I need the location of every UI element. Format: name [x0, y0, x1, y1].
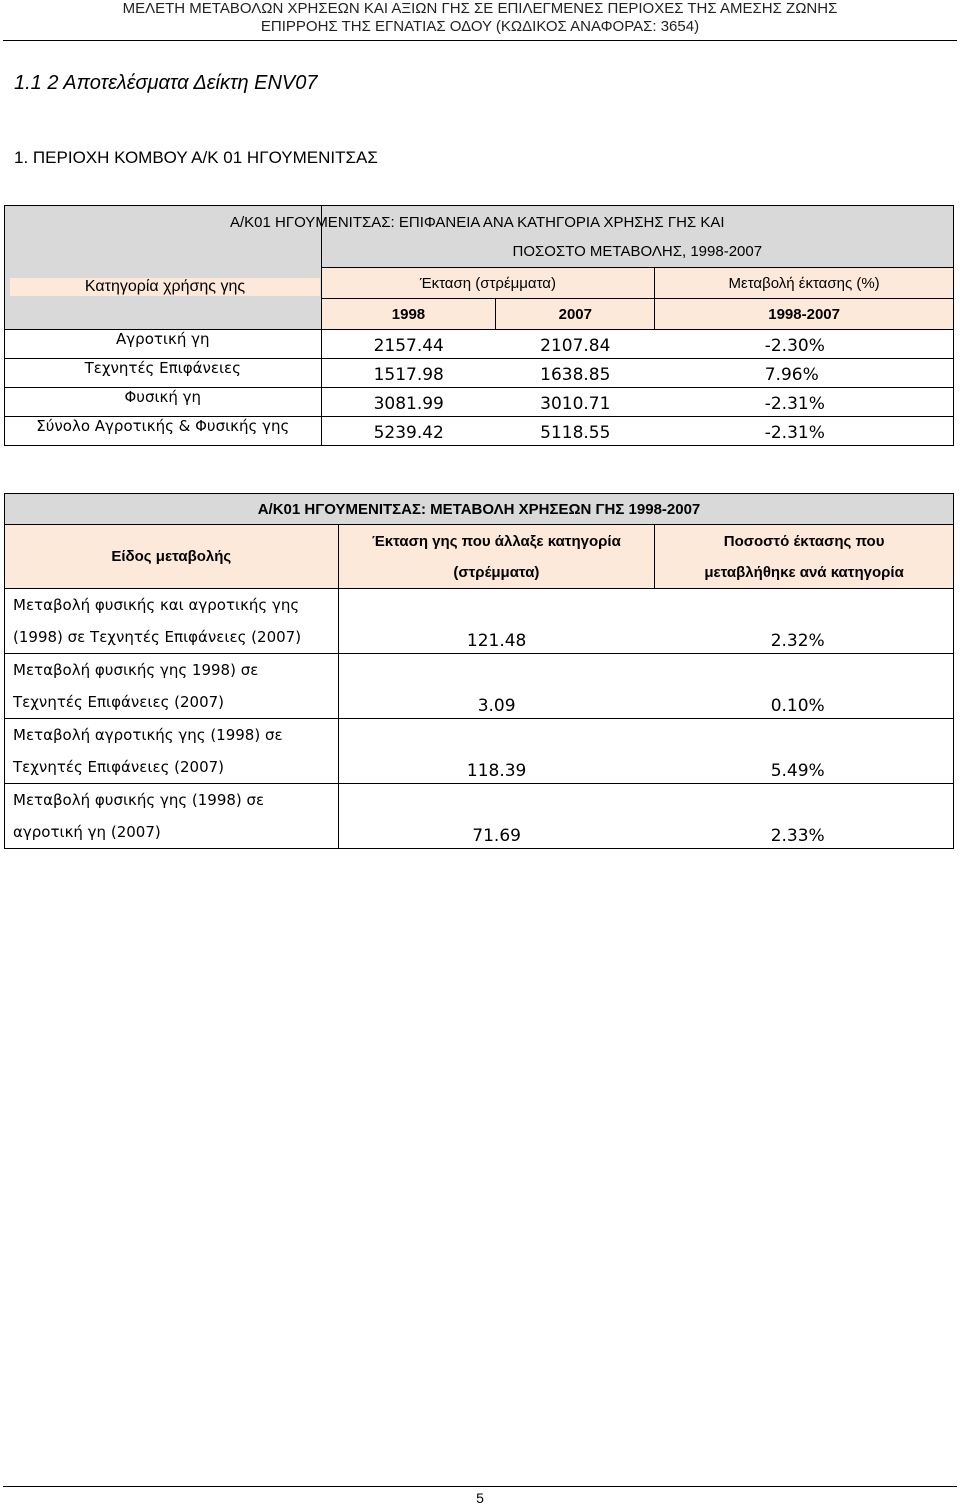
changed-area-value: 121.48: [338, 589, 655, 654]
value-2007: 1638.85: [496, 359, 655, 388]
section-title: 1.1 2 Αποτελέσματα Δείκτη ENV07: [14, 72, 318, 94]
change-type-line2: Τεχνητές Επιφάνειες (2007): [13, 693, 225, 711]
col-pct-header: [655, 525, 954, 589]
table-row: [5, 589, 954, 654]
col-changed-area-line1: Έκταση γης που άλλαξε κατηγορία: [371, 532, 621, 550]
value-1998: 3081.99: [321, 388, 496, 417]
period-header: 1998-2007: [655, 299, 954, 330]
changed-area-value: 3.09: [338, 654, 655, 719]
header-line-2: ΕΠΙΡΡΟΗΣ ΤΗΣ ΕΓΝΑΤΙΑΣ ΟΔΟΥ (ΚΩΔΙΚΟΣ ΑΝΑΦΟΡΑΣ: 3654): [260, 18, 700, 35]
col-pct-line2: μεταβλήθηκε ανά κατηγορία: [704, 563, 904, 581]
change-type-label: [5, 784, 339, 849]
change-type-line1: Μεταβολή φυσικής και αγροτικής γης: [13, 596, 300, 614]
changed-pct-value: 0.10%: [655, 654, 954, 719]
value-change: -2.31%: [655, 417, 954, 446]
header-line-1: ΜΕΛΕΤΗ ΜΕΤΑΒΟΛΩΝ ΧΡΗΣΕΩΝ ΚΑΙ ΑΞΙΩΝ ΓΗΣ ΣΕ ΕΠΙΛΕΓΜΕΝΕΣ ΠΕΡΙΟΧΕΣ ΤΗΣ ΑΜΕΣΗΣ ΖΩΝΗΣ: [122, 0, 838, 17]
col-area-header: Έκταση (στρέμματα): [321, 268, 655, 299]
table-row: [5, 330, 954, 359]
table-row: [5, 359, 954, 388]
changed-pct-value: 2.32%: [655, 589, 954, 654]
value-1998: 2157.44: [321, 330, 496, 359]
col-pct-line1: Ποσοστό έκτασης που: [723, 532, 885, 550]
col-changed-area-line2: (στρέμματα): [453, 563, 540, 581]
col-type-header: Είδος μεταβολής: [5, 525, 339, 589]
row-label: Σύνολο Αγροτικής & Φυσικής γης: [5, 417, 322, 446]
table-row: [5, 417, 954, 446]
land-use-change-table: [4, 493, 954, 849]
changed-area-value: 71.69: [338, 784, 655, 849]
page-number: 5: [476, 1490, 484, 1506]
year-2007-header: 2007: [496, 299, 655, 330]
table-row: [5, 784, 954, 849]
year-1998-header: 1998: [321, 299, 496, 330]
changed-area-value: 118.39: [338, 719, 655, 784]
row-label: Τεχνητές Επιφάνειες: [5, 359, 322, 388]
table1-title: [230, 206, 953, 268]
footer-divider: [3, 1486, 957, 1487]
header-divider: [3, 40, 957, 41]
value-2007: 3010.71: [496, 388, 655, 417]
change-type-line1: Μεταβολή φυσικής γης (1998) σε: [13, 791, 265, 809]
change-type-line2: Τεχνητές Επιφάνειες (2007): [13, 758, 225, 776]
change-type-line2: (1998) σε Τεχνητές Επιφάνειες (2007): [13, 628, 302, 646]
value-1998: 1517.98: [321, 359, 496, 388]
value-2007: 2107.84: [496, 330, 655, 359]
value-1998: 5239.42: [321, 417, 496, 446]
change-type-line1: Μεταβολή φυσικής γης 1998) σε: [13, 661, 259, 679]
value-change: 7.96%: [655, 359, 954, 388]
change-type-label: [5, 589, 339, 654]
change-type-line1: Μεταβολή αγροτικής γης (1998) σε: [13, 726, 283, 744]
change-type-label: [5, 719, 339, 784]
row-label: Φυσική γη: [5, 388, 322, 417]
table-row: [5, 654, 954, 719]
changed-pct-value: 2.33%: [655, 784, 954, 849]
page-header: [0, 0, 960, 36]
value-change: -2.30%: [655, 330, 954, 359]
col-change-header: Μεταβολή έκτασης (%): [655, 268, 954, 299]
row-label: Αγροτική γη: [5, 330, 322, 359]
table2-title: Α/Κ01 ΗΓΟΥΜΕΝΙΤΣΑΣ: ΜΕΤΑΒΟΛΗ ΧΡΗΣΕΩΝ ΓΗΣ 1998-2007: [5, 494, 954, 525]
table-row: [5, 719, 954, 784]
value-change: -2.31%: [655, 388, 954, 417]
col-category-header: Κατηγορία χρήσης γης: [10, 278, 320, 296]
table1-title-line1: Α/Κ01 ΗΓΟΥΜΕΝΙΤΣΑΣ: ΕΠΙΦΑΝΕΙΑ ΑΝΑ ΚΑΤΗΓΟΡΙΑ ΧΡΗΣΗΣ ΓΗΣ ΚΑΙ: [230, 214, 725, 231]
value-2007: 5118.55: [496, 417, 655, 446]
area-title: 1. ΠΕΡΙΟΧΗ ΚΟΜΒΟΥ Α/Κ 01 ΗΓΟΥΜΕΝΙΤΣΑΣ: [14, 148, 378, 167]
table-row: [5, 388, 954, 417]
table1-title-line2: ΠΟΣΟΣΤΟ ΜΕΤΑΒΟΛΗΣ, 1998-2007: [512, 243, 763, 260]
land-use-area-table: [4, 205, 954, 446]
changed-pct-value: 5.49%: [655, 719, 954, 784]
change-type-label: [5, 654, 339, 719]
col-changed-area-header: [338, 525, 655, 589]
change-type-line2: αγροτική γη (2007): [13, 823, 161, 841]
